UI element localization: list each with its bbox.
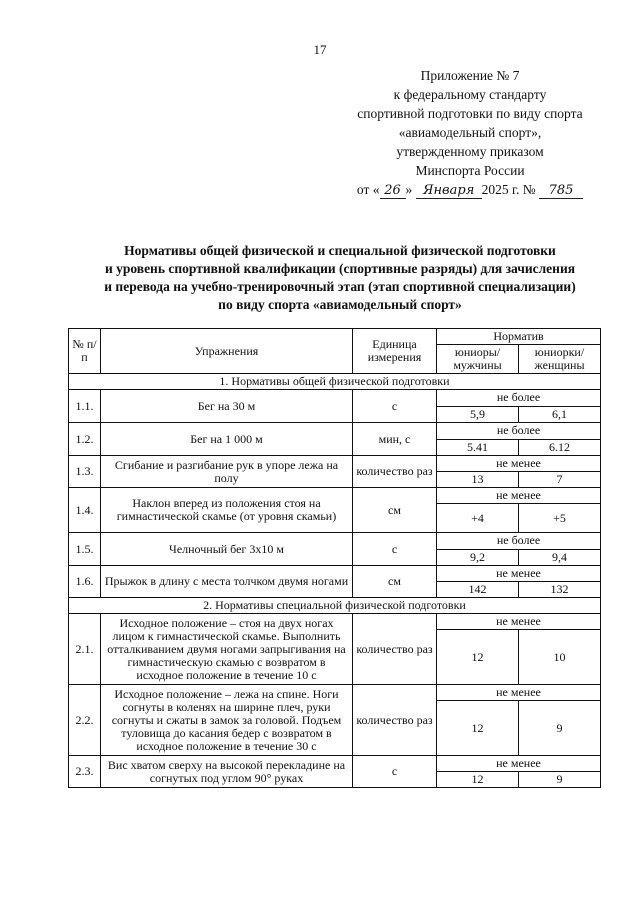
row-exercise: Исходное положение – стоя на двух ногах лицом к гимнастической скамье. Выполнить отталкиванием двумя ногами запрыгивания на гимнастическую скамью с возвратом в исходное положение в течение 10 с [101, 614, 353, 685]
row-unit: с [353, 390, 437, 423]
row-num: 1.6. [69, 566, 101, 598]
table-row [69, 566, 601, 582]
title-line: и перевода на учебно-тренировочный этап (этап спортивной специализации) [104, 279, 576, 294]
row-unit: количество раз [353, 456, 437, 488]
row-num: 2.2. [69, 685, 101, 756]
section-row [69, 374, 601, 390]
document-title [60, 242, 620, 314]
table-row [69, 390, 601, 407]
header-male: юниоры/ мужчины [437, 345, 519, 374]
row-female-value: 9 [519, 772, 601, 788]
row-condition: не более [437, 390, 601, 407]
row-female-value: 6,1 [519, 406, 601, 423]
row-num: 1.1. [69, 390, 101, 423]
row-num: 2.1. [69, 614, 101, 685]
row-condition: не менее [437, 614, 601, 630]
section-title: 1. Нормативы общей физической подготовки [69, 374, 601, 390]
appendix-line: спортивной подготовки по виду спорта [357, 106, 583, 121]
row-exercise: Прыжок в длину с места толчком двумя ногами [101, 566, 353, 598]
row-female-value: 6.12 [519, 439, 601, 456]
table-row [69, 456, 601, 472]
row-exercise: Сгибание и разгибание рук в упоре лежа на полу [101, 456, 353, 488]
header-female: юниорки/ женщины [519, 345, 601, 374]
row-male-value: 5,9 [437, 406, 519, 423]
title-line: Нормативы общей физической и специальной физической подготовки [124, 243, 556, 258]
header-norm: Норматив [437, 329, 601, 345]
row-female-value: 7 [519, 472, 601, 488]
handwritten-month: Января [416, 184, 482, 199]
appendix-line: «авиамодельный спорт», [398, 125, 542, 140]
header-num: № п/п [69, 329, 101, 374]
row-male-value: +4 [437, 504, 519, 533]
appendix-line: к федеральному стандарту [393, 87, 547, 102]
row-exercise: Бег на 1 000 м [101, 423, 353, 456]
row-num: 1.3. [69, 456, 101, 488]
row-female-value: +5 [519, 504, 601, 533]
row-male-value: 142 [437, 582, 519, 598]
title-line: и уровень спортивной квалификации (спортивные разряды) для зачисления [104, 261, 576, 276]
row-unit: с [353, 533, 437, 566]
table-header-row [69, 329, 601, 345]
header-exercise: Упражнения [101, 329, 353, 374]
row-condition: не менее [437, 566, 601, 582]
table-row [69, 614, 601, 630]
row-num: 1.2. [69, 423, 101, 456]
table-row [69, 533, 601, 550]
table-row [69, 423, 601, 440]
section-row [69, 598, 601, 614]
table-row [69, 488, 601, 504]
handwritten-day: 26 [380, 184, 406, 199]
order-date-line [340, 180, 600, 199]
row-num: 1.5. [69, 533, 101, 566]
appendix-line: Приложение № 7 [420, 68, 520, 83]
row-condition: не менее [437, 756, 601, 772]
row-num: 2.3. [69, 756, 101, 788]
row-exercise: Наклон вперед из положения стоя на гимнастической скамье (от уровня скамьи) [101, 488, 353, 533]
row-condition: не более [437, 533, 601, 550]
row-unit: см [353, 488, 437, 533]
page-number: 17 [313, 42, 327, 57]
row-male-value: 12 [437, 701, 519, 756]
row-male-value: 9,2 [437, 549, 519, 566]
table-row [69, 756, 601, 772]
row-unit: с [353, 756, 437, 788]
row-exercise: Вис хватом сверху на высокой перекладине на согнутых под углом 90° руках [101, 756, 353, 788]
norms-table [68, 328, 601, 788]
appendix-block [340, 66, 600, 199]
row-male-value: 5.41 [437, 439, 519, 456]
row-condition: не менее [437, 456, 601, 472]
title-line: по виду спорта «авиамодельный спорт» [218, 297, 462, 312]
handwritten-order-number: 785 [539, 184, 583, 199]
date-mid: » [405, 182, 413, 197]
row-exercise: Исходное положение – лежа на спине. Ноги согнуты в коленях на ширине плеч, руки согнуты и сжаты в замок за головой. Подъем туловища до касания бедер с возвратом в исходное положение в течение 30 с [101, 685, 353, 756]
row-unit: количество раз [353, 614, 437, 685]
row-exercise: Челночный бег 3х10 м [101, 533, 353, 566]
row-female-value: 132 [519, 582, 601, 598]
row-num: 1.4. [69, 488, 101, 533]
row-condition: не менее [437, 488, 601, 504]
date-prefix: от « [356, 182, 380, 197]
row-male-value: 13 [437, 472, 519, 488]
row-female-value: 9,4 [519, 549, 601, 566]
date-year: 2025 г. № [481, 182, 536, 197]
row-unit: мин, с [353, 423, 437, 456]
row-female-value: 10 [519, 630, 601, 685]
row-male-value: 12 [437, 772, 519, 788]
row-female-value: 9 [519, 701, 601, 756]
row-condition: не более [437, 423, 601, 440]
table-row [69, 685, 601, 701]
appendix-line: Минспорта России [415, 163, 525, 178]
appendix-line: утвержденному приказом [396, 144, 544, 159]
header-unit: Единица измерения [353, 329, 437, 374]
row-unit: см [353, 566, 437, 598]
row-male-value: 12 [437, 630, 519, 685]
section-title: 2. Нормативы специальной физической подготовки [69, 598, 601, 614]
row-condition: не менее [437, 685, 601, 701]
row-unit: количество раз [353, 685, 437, 756]
row-exercise: Бег на 30 м [101, 390, 353, 423]
